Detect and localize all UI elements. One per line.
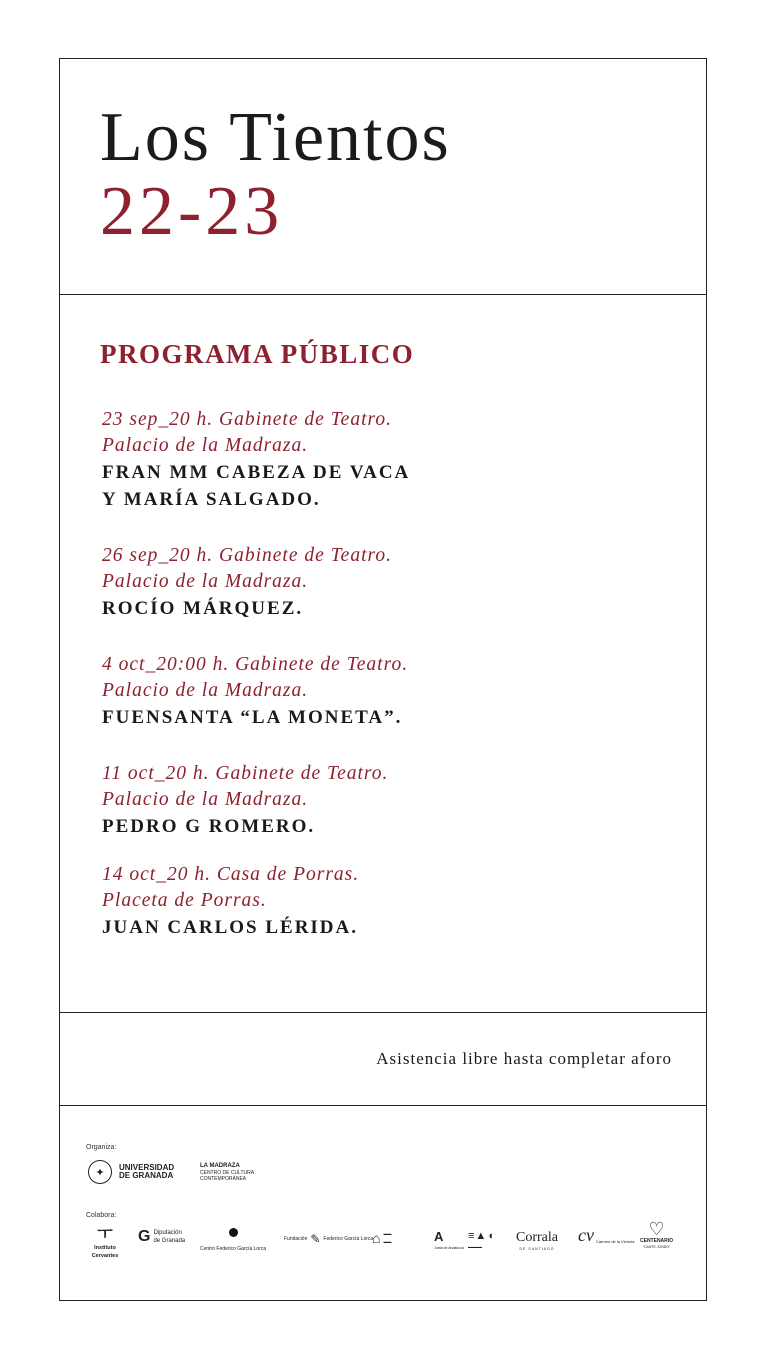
organiza-label: Organiza:: [86, 1144, 117, 1151]
ugr-name-2: DE GRANADA: [119, 1171, 174, 1180]
event-datetime: 4 oct_20:00 h. Gabinete de Teatro.: [102, 654, 409, 675]
event-list: [102, 407, 662, 971]
event-item: [102, 862, 662, 941]
junta-name: Junta de Andalucía: [434, 1246, 464, 1250]
fundacion-name-1: Fundación: [284, 1236, 308, 1242]
note-section: [60, 1013, 706, 1106]
event-datetime: 14 oct_20 h. Casa de Porras.: [102, 864, 360, 885]
madraza-sub-2: CONTEMPORÁNEA: [200, 1176, 247, 1182]
centenario-name: CENTENARIO: [640, 1238, 674, 1244]
escuela-mark-icon: ≡▲◖: [468, 1230, 495, 1242]
diputacion-name-2: de Granada: [153, 1238, 186, 1244]
event-item: [102, 761, 662, 840]
madraza-name: LA MADRAZA: [200, 1163, 240, 1169]
ugr-name-1: UNIVERSIDAD: [119, 1163, 175, 1172]
event-datetime: 23 sep_20 h. Gabinete de Teatro.: [102, 409, 392, 430]
centro-fgl-name: Centro Federico García Lorca: [200, 1246, 267, 1252]
centenario-sub: "CANTE JONDO": [642, 1245, 671, 1249]
victoria-logo: [578, 1224, 634, 1246]
centro-fgl-dot-icon: [229, 1228, 238, 1237]
event-item: [102, 543, 662, 622]
diputacion-mark-icon: G: [138, 1228, 151, 1245]
page-title: Los Tientos: [100, 99, 451, 176]
corrala-name: Corrala: [516, 1230, 558, 1245]
colabora-label: Colabora:: [86, 1212, 117, 1219]
event-venue: Palacio de la Madraza.: [102, 789, 309, 810]
event-artist: FRAN MM CABEZA DE VACA: [102, 462, 411, 483]
victoria-mark-icon: cv: [578, 1224, 594, 1245]
event-venue: Palacio de la Madraza.: [102, 571, 309, 592]
event-venue: Palacio de la Madraza.: [102, 435, 309, 456]
catedra-logo: [372, 1230, 401, 1246]
corrala-sub: DE SANTIAGO: [519, 1247, 555, 1251]
fundacion-name-2: Federico García Lorca: [323, 1236, 374, 1242]
event-artist: ROCÍO MÁRQUEZ.: [102, 598, 304, 619]
escuela-logo: [468, 1230, 495, 1251]
event-venue: Palacio de la Madraza.: [102, 680, 309, 701]
corrala-logo: [516, 1230, 558, 1253]
centro-fgl-logo: [200, 1228, 266, 1253]
fundacion-fgl-logo: [284, 1232, 373, 1246]
victoria-name: Carmen de la Victoria: [595, 1239, 635, 1244]
ugr-seal-icon: ✦: [88, 1160, 112, 1184]
cervantes-name: Instituto Cervantes: [91, 1245, 119, 1259]
centenario-mark-icon: ♡: [648, 1219, 665, 1239]
poster-frame: [59, 58, 707, 1301]
diputacion-logo: [138, 1228, 185, 1246]
event-item: [102, 407, 662, 513]
event-artist: Y MARÍA SALGADO.: [102, 489, 321, 510]
event-datetime: 26 sep_20 h. Gabinete de Teatro.: [102, 545, 392, 566]
program-section: [60, 295, 706, 1013]
catedra-fineprint: ▬▬ ▬▬: [383, 1231, 392, 1244]
fundacion-mark-icon: ✎: [310, 1232, 321, 1246]
attendance-note: Asistencia libre hasta completar aforo: [376, 1049, 672, 1068]
cervantes-logo: [88, 1226, 122, 1260]
title-section: [60, 59, 706, 295]
sponsors-section: [60, 1106, 706, 1301]
centenario-logo: [640, 1220, 673, 1250]
event-artist: JUAN CARLOS LÉRIDA.: [102, 917, 358, 938]
madraza-sub-1: CENTRO DE CULTURA: [200, 1170, 255, 1176]
junta-mark-icon: A: [434, 1229, 444, 1244]
event-artist: PEDRO G ROMERO.: [102, 816, 316, 837]
event-venue: Placeta de Porras.: [102, 890, 267, 911]
event-datetime: 11 oct_20 h. Gabinete de Teatro.: [102, 763, 389, 784]
catedra-mark-icon: ⌂: [372, 1230, 381, 1246]
ugr-logo: [88, 1160, 174, 1184]
madraza-logo: [200, 1162, 254, 1182]
event-artist: FUENSANTA “LA MONETA”.: [102, 707, 403, 728]
escuela-fineprint: ▬▬▬▬: [468, 1245, 482, 1249]
event-item: [102, 652, 662, 731]
program-heading: PROGRAMA PÚBLICO: [100, 339, 415, 369]
cervantes-mark-icon: ㅜ: [97, 1226, 113, 1243]
junta-logo: [434, 1230, 464, 1252]
season-label: 22-23: [100, 173, 284, 250]
diputacion-name-1: Diputación: [153, 1230, 182, 1236]
